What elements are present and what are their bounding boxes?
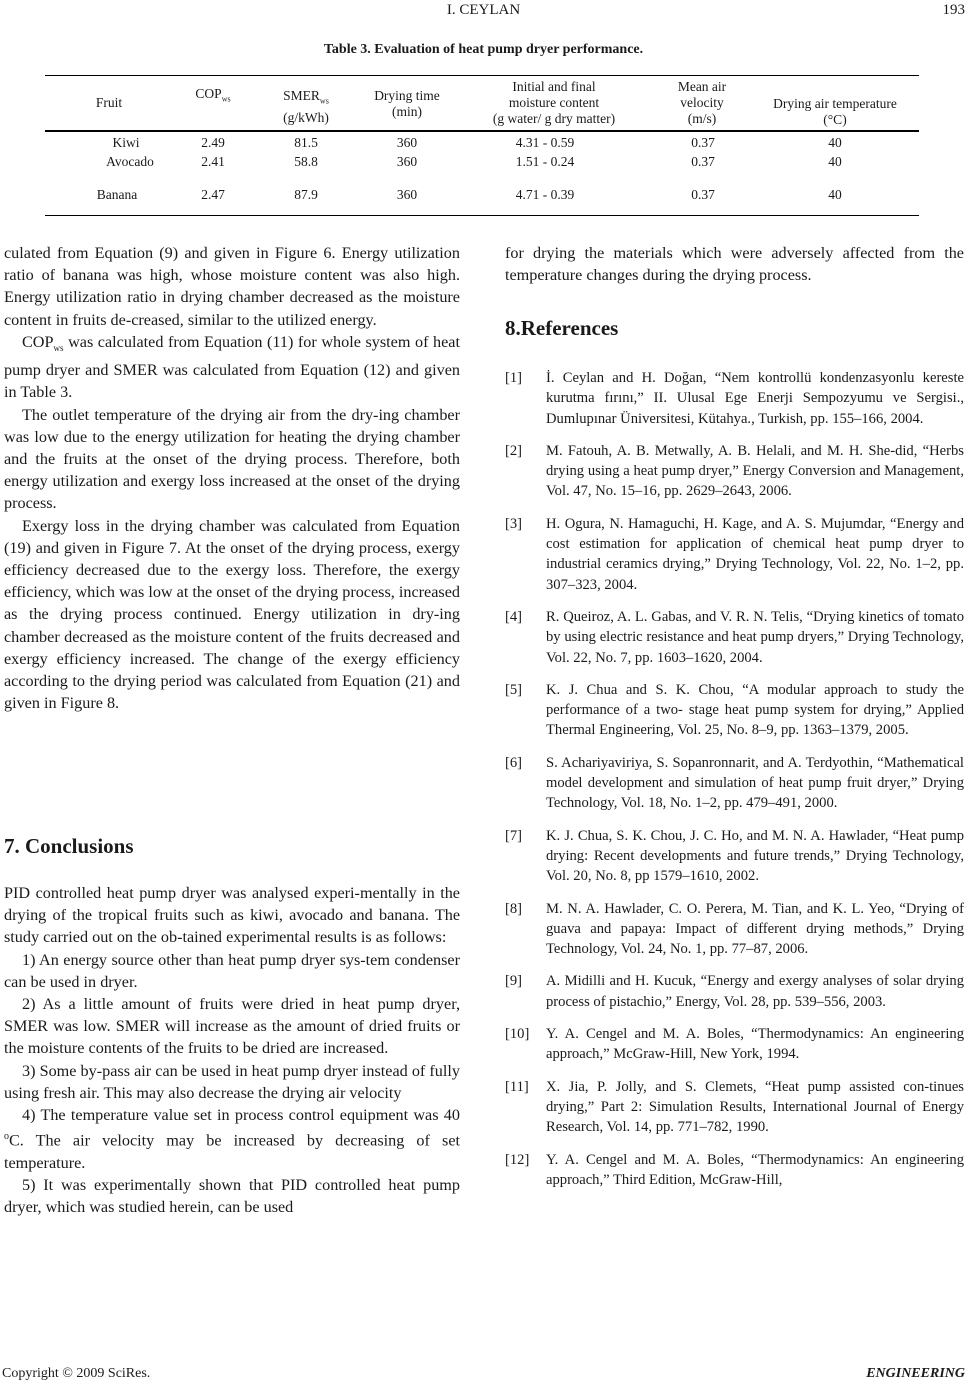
table-header-rule (45, 130, 919, 132)
cell-velocity: 0.37 (691, 154, 715, 169)
cell-smer: 58.8 (294, 154, 318, 169)
cell-fruit: Kiwi (112, 135, 140, 150)
cell-cop: 2.47 (201, 187, 225, 202)
cell-smer: 87.9 (294, 187, 318, 202)
header-cop: $COP_{ws}$ (195, 86, 231, 104)
reference-number: [2] (505, 442, 523, 459)
references-heading: 8.References (505, 316, 619, 340)
header-air-velocity: Mean air velocity (m/s) (677, 79, 727, 126)
reference-item (505, 680, 964, 741)
paragraph: culated from Equation (9) and given in Figure 6. Energy utilization ratio of banana was high, whose moisture content was also high. Energy utilization ratio in drying chamber decreased as the moisture content in fruits de-creased, similar to the utilized energy. (4, 244, 460, 329)
conclusions-text (4, 882, 460, 1218)
running-header-author: I. CEYLAN (446, 2, 521, 18)
reference-number: [3] (505, 515, 523, 532)
header-drying-time: Drying time (min) (374, 88, 440, 119)
reference-text: M. Fatouh, A. B. Metwally, A. B. Helali, and M. H. She-did, “Herbs drying using a heat pump dryer,” Energy Conversion and Management, Vol. 47, No. 15–16, pp. 2629–2643, 2006. (546, 442, 964, 500)
reference-text: Y. A. Cengel and M. A. Boles, “Thermodynamics: An engineering approach,” McGraw-Hill, New York, 1994. (546, 1026, 964, 1063)
paragraph: for drying the materials which were adversely affected from the temperature changes during the drying process. (505, 244, 964, 285)
reference-item (505, 1024, 964, 1065)
left-column (4, 242, 460, 715)
cell-cop: 2.41 (201, 154, 225, 169)
reference-text: S. Achariyaviriya, S. Sopanronnarit, and A. Terdyothin, “Mathematical model development and simulation of heat pump fruit dryer,” Drying Technology, Vol. 18, No. 1–2, pp. 479–491, 2000. (546, 754, 964, 812)
page-number: 193 (942, 2, 965, 18)
reference-number: [7] (505, 827, 523, 844)
cell-drying-time: 360 (396, 154, 418, 169)
paragraph: PID controlled heat pump dryer was analysed experi-mentally in the drying of the tropical fruits such as kiwi, avocado and banana. The study carried out on the ob-tained experimental results is as follows: (4, 884, 460, 947)
reference-number: [8] (505, 900, 523, 917)
reference-item (505, 1150, 964, 1191)
cell-fruit: Banana (96, 187, 138, 202)
reference-text: Y. A. Cengel and M. A. Boles, “Thermodynamics: An engineering approach,” Third Edition, McGraw-Hill, (546, 1151, 964, 1188)
cell-fruit: Avocado (106, 154, 154, 169)
reference-item (505, 514, 964, 595)
reference-item (505, 1077, 964, 1138)
paragraph: Exergy loss in the drying chamber was calculated from Equation (19) and given in Figure 7. At the onset of the drying process, exergy efficiency decreased due to the exergy loss. Therefore, the exergy efficiency, which was low at the onset of the drying process, increased as the drying process continued. Energy utilization in dry-ing chamber decreased as the moisture content of the fruits decreased and exergy efficiency increased. The change of the exergy efficiency according to the drying period was calculated from Equation (21) and given in Figure 8. (4, 516, 460, 713)
reference-text: K. J. Chua and S. K. Chou, “A modular approach to study the performance of a two- stage heat pump system for drying,” Applied Thermal Engineering, Vol. 25, No. 8–9, pp. 1363–1379, 2005. (546, 681, 964, 739)
reference-item (505, 753, 964, 814)
paragraph: The outlet temperature of the drying air from the dry-ing chamber was low due to the energy utilization for heating the drying chamber and the fruits at the onset of the drying process. Therefore, both energy utilization and exergy loss increased at the onset of the drying process. (4, 405, 460, 513)
conclusions-heading: 7. Conclusions (4, 834, 134, 858)
cell-temperature: 40 (828, 154, 842, 169)
footer-copyright: Copyright © 2009 SciRes. (2, 1366, 151, 1381)
cell-drying-time: 360 (396, 187, 418, 202)
reference-number: [10] (505, 1026, 530, 1043)
cell-moisture: 4.31 - 0.59 (515, 135, 575, 150)
reference-item (505, 607, 964, 668)
reference-number: [12] (505, 1151, 530, 1168)
reference-text: K. J. Chua, S. K. Chou, J. C. Ho, and M. N. A. Hawlader, “Heat pump drying: Recent developments and future trends,” Drying Technology, Vol. 20, No. 8, pp 1579–1610, 2002. (546, 827, 964, 885)
right-column-intro (505, 242, 964, 286)
paragraph: 3) Some by-pass air can be used in heat pump dryer instead of fully using fresh air. This may also decrease the drying air velocity (4, 1061, 460, 1102)
paragraph: 2) As a little amount of fruits were dried in heat pump dryer, SMER was low. SMER will increase as the amount of dried fruits or the moisture contents of the fruits to be dried are increased. (4, 995, 460, 1058)
reference-text: M. N. A. Hawlader, C. O. Perera, M. Tian, and K. L. Yeo, “Drying of guava and papaya: Impact of different drying methods,” Drying Technology, Vol. 24, No. 1, pp. 77–87, 2006. (546, 900, 964, 958)
paragraph: 4) The temperature value set in process control equipment was 40 $^o$C. The air velocity may be increased by decreasing of set temperature. (4, 1106, 460, 1172)
cell-velocity: 0.37 (691, 187, 715, 202)
header-air-temperature: Drying air temperature (°C) (773, 96, 897, 127)
reference-number: [11] (505, 1078, 529, 1095)
reference-number: [5] (505, 681, 523, 698)
table-caption: Table 3. Evaluation of heat pump dryer performance. (323, 42, 644, 57)
cell-drying-time: 360 (396, 135, 418, 150)
cell-temperature: 40 (828, 135, 842, 150)
footer-journal: ENGINEERING (866, 1366, 965, 1381)
paragraph: 5) It was experimentally shown that PID controlled heat pump dryer, which was studied herein, can be used (4, 1176, 460, 1217)
cell-velocity: 0.37 (691, 135, 715, 150)
cell-moisture: 4.71 - 0.39 (515, 187, 575, 202)
reference-text: H. Ogura, N. Hamaguchi, H. Kage, and A. S. Mujumdar, “Energy and cost estimation for application of chemical heat pump dryer to industrial ceramics drying,” Drying Technology, Vol. 22, No. 1–2, pp. 307–323, 2004. (546, 515, 964, 593)
header-moisture-content: Initial and final moisture content (g water/ g dry matter) (492, 79, 616, 126)
reference-item (505, 441, 964, 502)
reference-text: X. Jia, P. Jolly, and S. Clemets, “Heat pump assisted con-tinues drying,” Part 2: Simulation Results, International Journal of Energy Research, Vol. 14, pp. 771–782, 1990. (546, 1078, 964, 1136)
table-top-rule (45, 75, 919, 76)
reference-number: [9] (505, 973, 523, 990)
reference-item (505, 368, 964, 429)
table-bottom-rule (45, 215, 919, 216)
references-list (505, 368, 964, 1202)
paragraph: 1) An energy source other than heat pump dryer sys-tem condenser can be used in dryer. (4, 950, 460, 991)
header-smer: $SMER_{ws}$ (g/kWh) (283, 88, 329, 125)
reference-text: A. Midilli and H. Kucuk, “Energy and exergy analyses of solar drying process of pistachio,” Energy, Vol. 28, pp. 539–556, 2003. (546, 973, 964, 1010)
reference-text: İ. Ceylan and H. Doğan, “Nem kontrollü kondenzasyonlu kereste kurutma fırını,” II. Ulusal Ege Enerji Sempozyumu ve Sergisi., Dumlupınar Üniversitesi, Kütahya., Turkish, pp. 155–166, 2004. (546, 370, 964, 427)
cell-smer: 81.5 (294, 135, 318, 150)
reference-number: [6] (505, 754, 523, 771)
reference-item (505, 899, 964, 960)
paragraph: $COP_{ws}$ was calculated from Equation (11) for whole system of heat pump dryer and SMER was calculated from Equation (12) and given in Table 3. (4, 332, 460, 402)
cell-cop: 2.49 (201, 135, 225, 150)
header-fruit: Fruit (95, 95, 123, 110)
reference-item (505, 826, 964, 887)
cell-temperature: 40 (828, 187, 842, 202)
reference-number: [4] (505, 608, 523, 625)
reference-number: [1] (505, 370, 523, 386)
reference-text: R. Queiroz, A. L. Gabas, and V. R. N. Telis, “Drying kinetics of tomato by using electric resistance and heat pump dryers,” Drying Technology, Vol. 22, No. 7, pp. 1603–1620, 2004. (546, 608, 964, 666)
cell-moisture: 1.51 - 0.24 (515, 154, 575, 169)
reference-item (505, 971, 964, 1012)
